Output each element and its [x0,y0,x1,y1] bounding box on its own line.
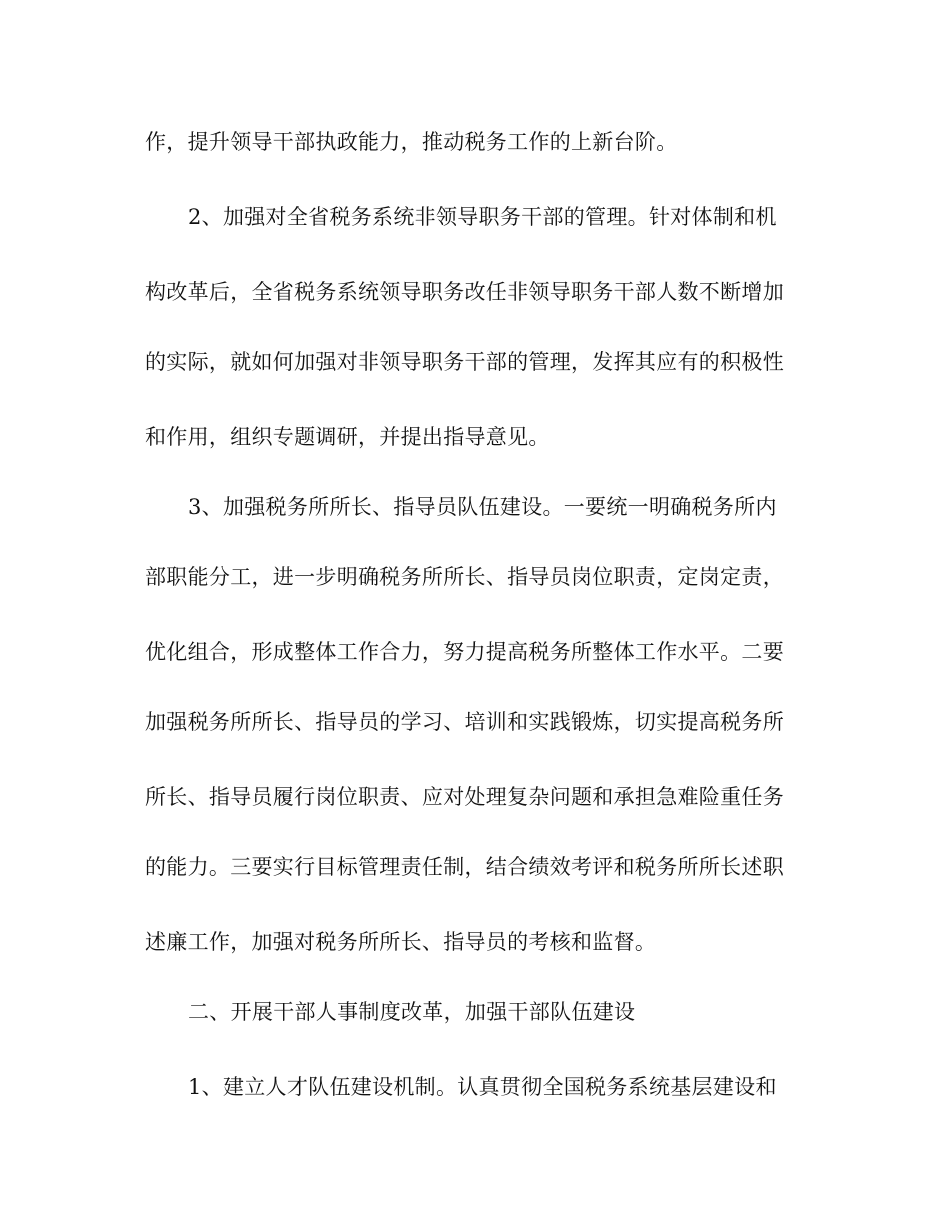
paragraph-3-line-7: 述廉工作，加强对税务所所长、指导员的考核和监督。 [145,930,657,954]
paragraph-3-line-6: 的能力。三要实行目标管理责任制，结合绩效考评和税务所所长述职 [145,855,784,879]
paragraph-4-line-1: 1、建立人才队伍建设机制。认真贯彻全国税务系统基层建设和 [188,1075,777,1099]
paragraph-2-line-2: 构改革后，全省税务系统领导职务改任非领导职务干部人数不断增加 [145,280,784,304]
paragraph-3-line-4: 加强税务所所长、指导员的学习、培训和实践锻炼，切实提高税务所 [145,710,784,734]
paragraph-2-line-4: 和作用，组织专题调研，并提出指导意见。 [145,425,550,449]
paragraph-2-line-3: 的实际，就如何加强对非领导职务干部的管理，发挥其应有的积极性 [145,350,784,374]
section-heading: 二、开展干部人事制度改革，加强干部队伍建设 [188,1000,636,1024]
text-line-1: 作，提升领导干部执政能力，推动税务工作的上新台阶。 [145,130,678,154]
paragraph-2-line-1: 2、加强对全省税务系统非领导职务干部的管理。针对体制和机 [188,205,777,229]
paragraph-3-line-2: 部职能分工，进一步明确税务所所长、指导员岗位职责，定岗定责， [145,565,784,589]
paragraph-3-line-3: 优化组合，形成整体工作合力，努力提高税务所整体工作水平。二要 [145,640,784,664]
paragraph-3-line-5: 所长、指导员履行岗位职责、应对处理复杂问题和承担急难险重任务 [145,785,784,809]
paragraph-3-line-1: 3、加强税务所所长、指导员队伍建设。一要统一明确税务所内 [188,495,777,519]
